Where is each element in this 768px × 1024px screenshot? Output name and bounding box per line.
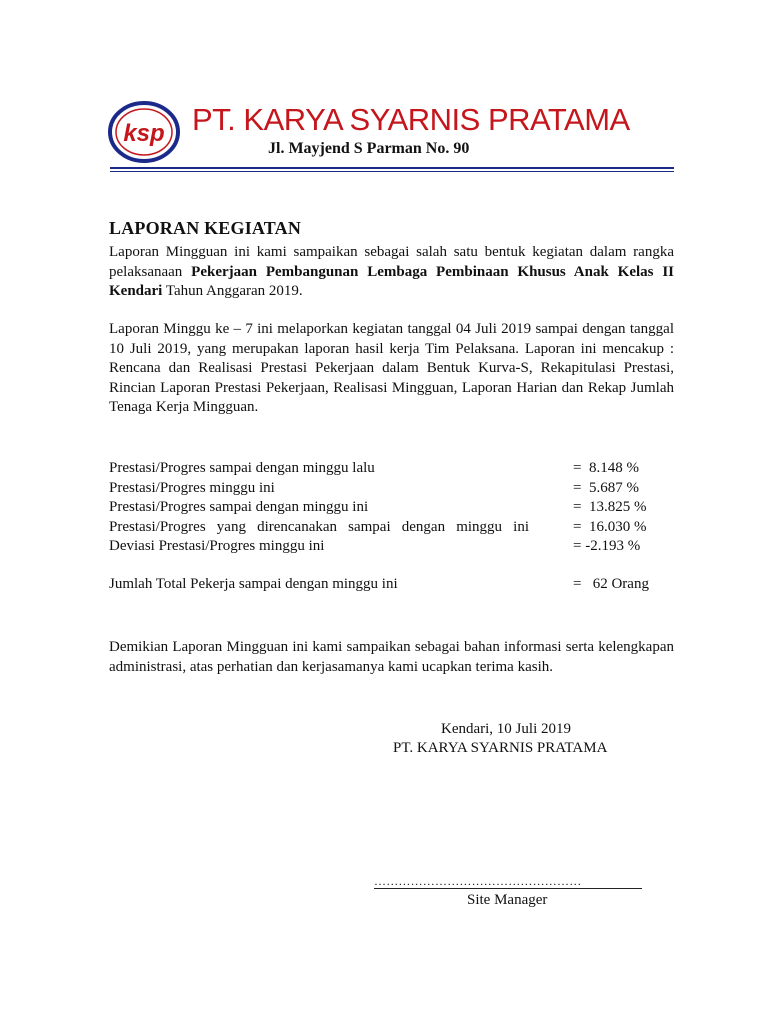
stat-value: = 8.148 % — [573, 460, 639, 476]
stat-label: Prestasi/Progres minggu ini — [109, 479, 275, 496]
stat-label: Prestasi/Progres sampai dengan minggu lalu — [109, 460, 375, 476]
stat-row — [109, 519, 674, 539]
logo-text: ksp — [123, 120, 165, 147]
header-rule — [110, 167, 674, 169]
company-address: Jl. Mayjend S Parman No. 90 — [268, 140, 470, 157]
signature-dots: …………………………………………… — [374, 874, 582, 888]
project-name: Pekerjaan Pembangunan Lembaga Pembinaan Khusus Anak Kelas II Kendari — [109, 263, 675, 300]
report-title: LAPORAN KEGIATAN — [109, 218, 302, 238]
place-date: Kendari, 10 Juli 2019 — [441, 721, 571, 737]
intro-text-before: Laporan Mingguan ini kami sampaikan sebagai salah satu bentuk kegiatan dalam rangka pelaksanaan — [109, 244, 674, 280]
signature-line — [374, 888, 642, 889]
stat-value: = 13.825 % — [573, 499, 647, 516]
stat-row — [109, 460, 674, 480]
stat-label: Prestasi/Progres yang direncanakan sampai dengan minggu ini — [109, 518, 529, 535]
total-workers-label: Jumlah Total Pekerja sampai dengan minggu ini — [109, 576, 398, 592]
signatory-role: Site Manager — [467, 892, 548, 908]
stat-row — [109, 538, 674, 558]
company-name: PT. KARYA SYARNIS PRATAMA — [192, 102, 630, 137]
stat-value: = 5.687 % — [573, 479, 639, 496]
stat-value: = -2.193 % — [573, 538, 641, 555]
company-logo — [108, 100, 180, 164]
scope-paragraph: Laporan Minggu ke – 7 ini melaporkan kegiatan tanggal 04 Juli 2019 sampai dengan tanggal 10 Juli 2019, yang merupakan laporan hasil kerja Tim Pelaksana. Laporan ini mencakup : Rencana dan Realisasi Prestasi Pekerjaan dalam Bentuk Kurva-S, Rekapitulasi Prestasi, Rincian Laporan Prestasi Pekerjaan, Realisasi Mingguan, Laporan Harian dan Rekap Jumlah Tenaga Kerja Mingguan. — [109, 321, 674, 416]
intro-text-after: Tahun Anggaran 2019. — [162, 283, 303, 300]
header-rule-thin — [110, 171, 674, 172]
total-workers-row — [109, 576, 674, 596]
progress-stats — [109, 460, 674, 558]
closing-paragraph: Demikian Laporan Mingguan ini kami sampaikan sebagai bahan informasi serta kelengkapan administrasi, atas perhatian dan kerjasamanya kami ucapkan terima kasih. — [109, 639, 674, 675]
stat-label: Prestasi/Progres sampai dengan minggu ini — [109, 499, 369, 516]
stat-row — [109, 480, 674, 500]
stat-value: = 16.030 % — [573, 518, 647, 535]
stat-row — [109, 499, 674, 519]
stat-label: Deviasi Prestasi/Progres minggu ini — [109, 538, 325, 555]
letterhead — [108, 96, 668, 174]
intro-paragraph — [109, 243, 674, 302]
signatory-company: PT. KARYA SYARNIS PRATAMA — [393, 740, 608, 756]
total-workers-value: = 62 Orang — [573, 576, 649, 592]
